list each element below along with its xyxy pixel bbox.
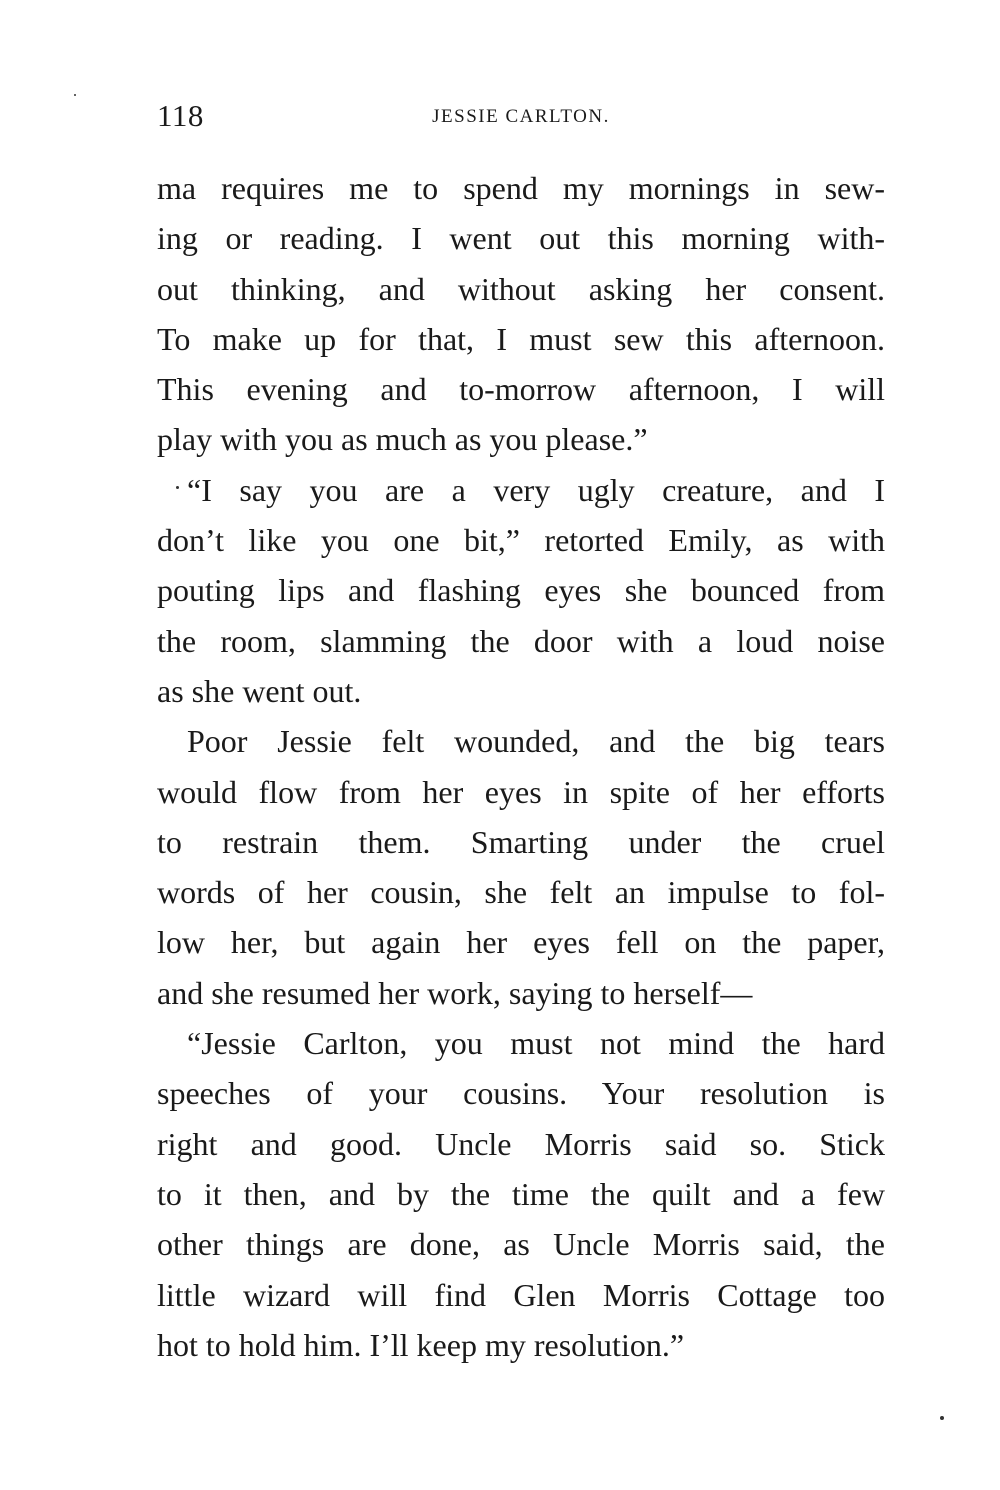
scan-speck (176, 486, 179, 489)
text-line: ma requires me to spend my mornings in sew- (157, 170, 885, 206)
text-line: play with you as much as you please.” (157, 421, 648, 458)
text-line: to restrain them. Smarting under the cruel (157, 823, 885, 860)
page-number: 118 (157, 98, 204, 133)
text-line: To make up for that, I must sew this afternoon. (157, 320, 885, 357)
text-line: speeches of your cousins. Your resolution is (157, 1075, 885, 1112)
text-line: and she resumed her work, saying to herself— (157, 974, 753, 1011)
text-line: ing or reading. I went out this morning with- (157, 220, 885, 257)
text-line: other things are done, as Uncle Morris said, the (157, 1226, 885, 1263)
body-text (157, 163, 885, 1370)
text-line: pouting lips and flashing eyes she bounced from (157, 572, 885, 609)
text-line: words of her cousin, she felt an impulse to fol- (157, 874, 885, 911)
running-head: JESSIE CARLTON. (432, 106, 610, 127)
text-line: to it then, and by the time the quilt and a few (157, 1175, 885, 1212)
text-line: don’t like you one bit,” retorted Emily, as with (157, 522, 885, 559)
scan-speck (940, 1416, 944, 1420)
paragraph (157, 465, 885, 716)
paragraph (157, 163, 885, 465)
text-line: little wizard will find Glen Morris Cottage too (157, 1276, 885, 1313)
paragraph (157, 716, 885, 1018)
text-line: as she went out. (157, 672, 362, 709)
text-line: “Jessie Carlton, you must not mind the hard (187, 1025, 885, 1062)
text-line: the room, slamming the door with a loud noise (157, 622, 885, 659)
text-line: hot to hold him. I’ll keep my resolution.” (157, 1326, 685, 1363)
text-line: right and good. Uncle Morris said so. Stick (157, 1125, 885, 1162)
text-line: This evening and to-morrow afternoon, I will (157, 371, 885, 408)
text-line: out thinking, and without asking her consent. (157, 270, 885, 307)
text-line: Poor Jessie felt wounded, and the big tears (187, 723, 885, 760)
text-line: would flow from her eyes in spite of her efforts (157, 773, 885, 810)
text-line: low her, but again her eyes fell on the paper, (157, 924, 885, 961)
paragraph (157, 1018, 885, 1370)
page-header (157, 96, 885, 136)
text-line: “I say you are a very ugly creature, and I (187, 471, 885, 508)
scan-speck (74, 94, 76, 96)
